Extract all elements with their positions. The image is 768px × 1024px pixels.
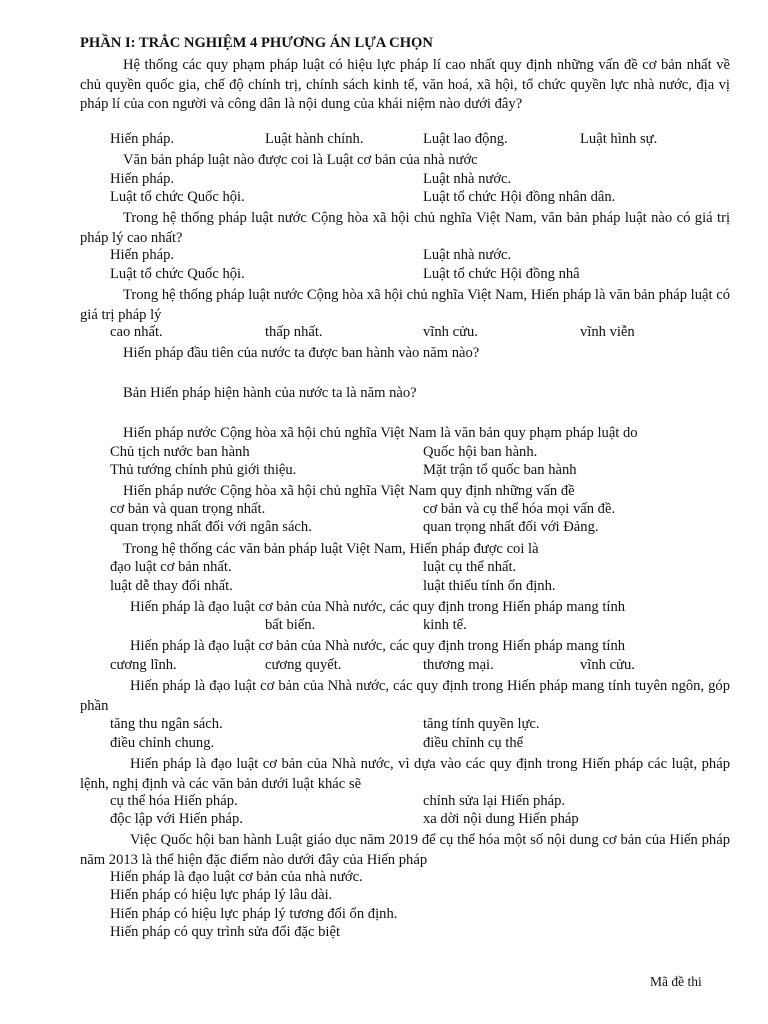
option-b: tăng tính quyền lực. [423,716,540,732]
question-14: Việc Quốc hội ban hành Luật giáo dục năm 2019 để cụ thể hóa một số nội dung cơ bản của Hiến pháp năm 2013 là thể hiện đặc điểm nào dưới đây của Hiến pháp [80,832,730,868]
option-d: Luật tổ chức Hội đồng nhâ [423,266,580,282]
option-b: Luật hành chính. [265,131,364,147]
option-b: chỉnh sửa lại Hiến pháp. [423,793,566,809]
option-a: đạo luật cơ bản nhất. [110,559,232,575]
exam-code-label: Mã đề thi [650,974,702,989]
option-c: quan trọng nhất đối với ngân sách. [110,519,312,535]
question-8: Hiến pháp nước Cộng hòa xã hội chủ nghĩa Việt Nam quy định những vấn đề [123,483,575,499]
option-c: điều chỉnh chung. [110,735,215,751]
option-b: cương quyết. [265,657,342,673]
question-1: Hệ thống các quy phạm pháp luật có hiệu lực pháp lí cao nhất quy định những vấn đề cơ bản nhất về chủ quyền quốc gia, chế độ chính trị, chính sách kinh tế, văn hoá, xã hội, tổ chức quyền lực nhà nước, địa vị pháp lí của con người và công dân là nội dung của khái niệm nào dưới đây? [80,57,730,112]
option-d: vĩnh viễn [580,324,635,340]
option-c: thương mại. [423,657,494,673]
option-a: Hiến pháp. [110,171,175,187]
option-b: cơ bản và cụ thể hóa mọi vấn đề. [423,501,616,517]
option-c: Hiến pháp có hiệu lực pháp lý tương đối ổn định. [110,906,398,922]
option-d: xa dời nội dung Hiến pháp [423,811,579,827]
option-b: bất biến. [265,617,316,633]
question-5: Hiến pháp đầu tiên của nước ta được ban hành vào năm nào? [123,345,480,361]
option-a: Chủ tịch nước ban hành [110,444,250,460]
option-a: Hiến pháp là đạo luật cơ bản của nhà nước. [110,869,363,885]
option-b: Luật nhà nước. [423,171,512,187]
question-9: Trong hệ thống các văn bản pháp luật Việt Nam, Hiến pháp được coi là [123,541,539,557]
option-a: cơ bản và quan trọng nhất. [110,501,266,517]
option-c: Luật tổ chức Quốc hội. [110,189,245,205]
option-d: luật thiếu tính ổn định. [423,578,556,594]
question-13: Hiến pháp là đạo luật cơ bản của Nhà nước, vì dựa vào các quy định trong Hiến pháp các luật, pháp lệnh, nghị định và các văn bản dưới luật khác sẽ [80,756,730,792]
question-3: Trong hệ thống pháp luật nước Cộng hòa xã hội chủ nghĩa Việt Nam, văn bản pháp luật nào có giá trị pháp lý cao nhất? [80,210,730,246]
question-10: Hiến pháp là đạo luật cơ bản của Nhà nước, các quy định trong Hiến pháp mang tính [130,599,626,615]
option-a: tăng thu ngân sách. [110,716,223,732]
option-d: vĩnh cửu. [580,657,635,673]
option-d: quan trọng nhất đối với Đảng. [423,519,599,535]
question-4: Trong hệ thống pháp luật nước Cộng hòa xã hội chủ nghĩa Việt Nam, Hiến pháp là văn bản pháp luật có giá trị pháp lý [80,287,730,323]
option-a: Hiến pháp. [110,247,175,263]
option-d: Mặt trận tổ quốc ban hành [423,462,577,478]
section-title: PHẦN I: TRẮC NGHIỆM 4 PHƯƠNG ÁN LỰA CHỌN [80,35,433,51]
option-b: thấp nhất. [265,324,323,340]
option-b: Hiến pháp có hiệu lực pháp lý lâu dài. [110,887,333,903]
option-d: điều chỉnh cụ thể [423,735,524,751]
option-d: Luật hình sự. [580,131,658,147]
option-b: Quốc hội ban hành. [423,444,538,460]
option-d: Hiến pháp có quy trình sửa đổi đặc biệt [110,924,341,940]
question-11: Hiến pháp là đạo luật cơ bản của Nhà nước, các quy định trong Hiến pháp mang tính [130,638,626,654]
option-a: cụ thể hóa Hiến pháp. [110,793,238,809]
option-d: Luật tổ chức Hội đồng nhân dân. [423,189,616,205]
question-12: Hiến pháp là đạo luật cơ bản của Nhà nước, các quy định trong Hiến pháp mang tính tuyên ngôn, góp phần [80,678,730,714]
option-d: kinh tế. [423,617,467,633]
option-a: cương lĩnh. [110,657,177,673]
option-c: vĩnh cửu. [423,324,478,340]
question-6: Bản Hiến pháp hiện hành của nước ta là năm nào? [123,385,417,401]
option-c: luật dễ thay đổi nhất. [110,578,233,594]
option-c: Luật tổ chức Quốc hội. [110,266,245,282]
option-c: Luật lao động. [423,131,508,147]
option-a: Hiến pháp. [110,131,175,147]
option-c: Thủ tướng chính phủ giới thiệu. [110,462,297,478]
question-7: Hiến pháp nước Cộng hòa xã hội chủ nghĩa Việt Nam là văn bản quy phạm pháp luật do [123,425,638,441]
option-b: Luật nhà nước. [423,247,512,263]
option-a: cao nhất. [110,324,163,340]
option-b: luật cụ thể nhất. [423,559,517,575]
question-2: Văn bản pháp luật nào được coi là Luật cơ bản của nhà nước [123,152,478,168]
option-c: độc lập với Hiến pháp. [110,811,243,827]
